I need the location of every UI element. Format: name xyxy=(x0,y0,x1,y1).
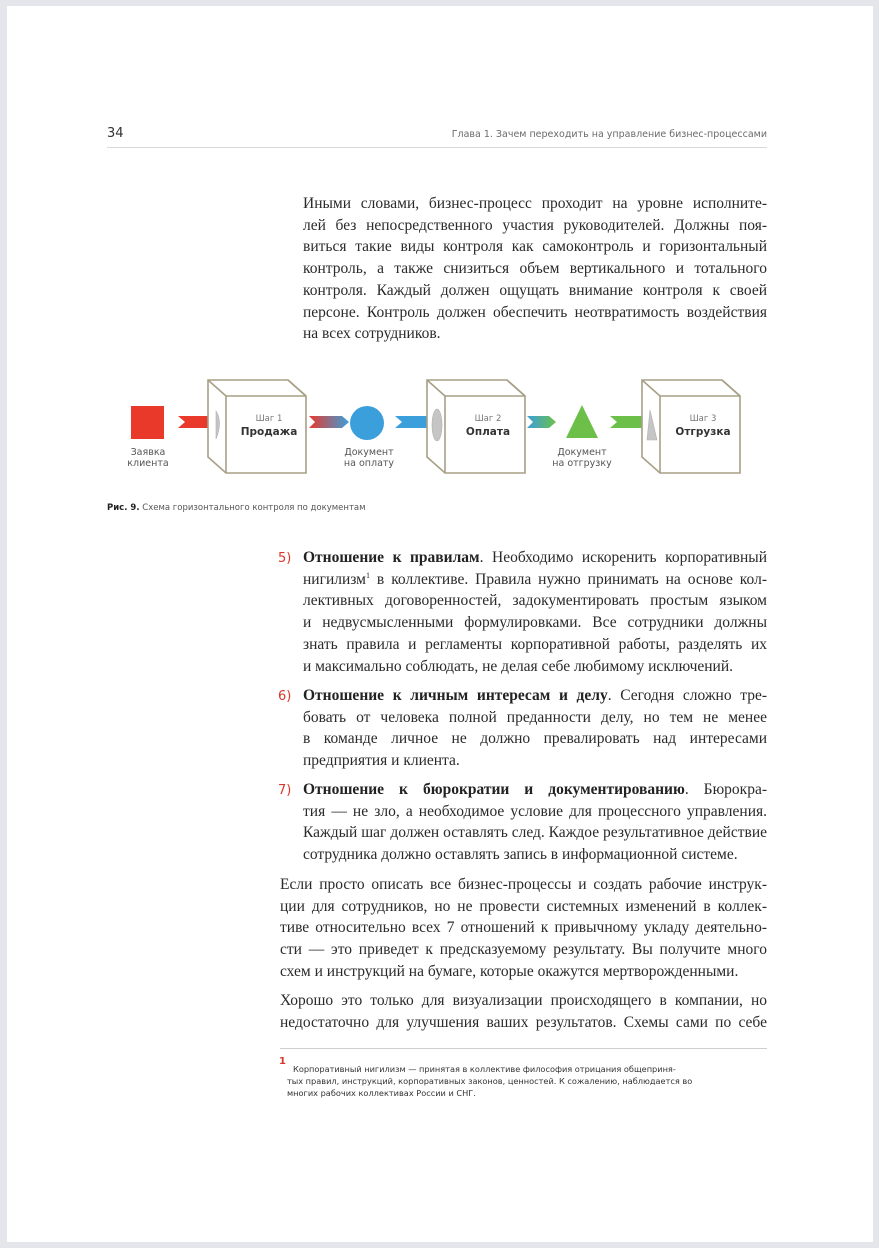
text-line: Иными словами, бизнес-процесс проходит на уровне исполните- xyxy=(303,195,767,212)
text-fragment: в коллективе. Правила нужно принимать на основе кол- xyxy=(369,570,767,588)
text-line: персоне. Контроль должен обеспечить неотвратимость воздействия xyxy=(303,303,767,321)
text-fragment: . Необходимо искоренить корпоративный xyxy=(479,549,767,566)
text-line: бовать от человека полной преданности делу, но тем не менее xyxy=(303,708,767,726)
text-fragment: . Сегодня сложно тре- xyxy=(607,687,767,704)
text-line: ции для сотрудников, но не провести системных изменений в коллек- xyxy=(280,897,767,915)
document-1-line2: на оплату xyxy=(343,458,395,469)
text-line: Каждый шаг должен оставлять след. Каждое результативное действие xyxy=(303,824,767,842)
list-item-7 xyxy=(303,779,767,866)
process-diagram xyxy=(7,364,873,494)
text-line: лей без непосредственного участия руководителей. Должны поя- xyxy=(303,216,767,234)
text-line: виться такие виды контроля как самоконтроль и горизонтальный xyxy=(303,238,767,256)
text-line: знать правила и регламенты корпоративной работы, разделять их xyxy=(303,635,767,653)
document-1-line1: Документ xyxy=(344,447,394,458)
list-item-5 xyxy=(303,547,767,677)
figure-caption xyxy=(107,503,366,513)
footnote-text xyxy=(287,1063,769,1099)
footnote-ref: 1 xyxy=(365,570,370,580)
footnote-divider xyxy=(280,1048,767,1049)
text-line xyxy=(303,569,767,591)
text-line xyxy=(303,779,767,801)
document-2-line1: Документ xyxy=(557,447,607,458)
step-2-label: Шаг 2 xyxy=(474,414,502,424)
text-line xyxy=(303,547,767,569)
text-line: в команде личное не должно превалировать над интересами xyxy=(303,730,767,748)
start-label-line1: Заявка xyxy=(130,447,166,458)
text-fragment: нигилизм xyxy=(303,570,366,588)
list-item-title: Отношение к личным интересам и делу xyxy=(303,687,608,704)
cube-2-slot-icon xyxy=(432,409,442,441)
text-line: тия — не зло, а необходимое условие для процессного управления. xyxy=(303,802,767,820)
text-line: многих рабочих коллективах России и СНГ. xyxy=(287,1088,476,1098)
step-1-label: Шаг 1 xyxy=(255,414,283,424)
step-3-label: Шаг 3 xyxy=(689,414,717,424)
list-number-6: 6) xyxy=(278,689,292,704)
shipping-document-triangle-icon xyxy=(566,405,598,438)
list-number-7: 7) xyxy=(278,783,292,798)
text-fragment: . Бюрокра- xyxy=(684,781,767,798)
list-item-title: Отношение к бюрократии и документированию xyxy=(303,781,685,798)
footnote-mark: 1 xyxy=(279,1056,286,1067)
text-line: схем и инструкций на бумаге, которые окажутся мертворожденными. xyxy=(280,962,739,980)
body-paragraph-3 xyxy=(280,990,767,1033)
text-line: тых правил, инструкций, корпоративных законов, ценностей. К сожалению, наблюдается во xyxy=(287,1076,693,1086)
intro-paragraph xyxy=(303,193,767,345)
page-number: 34 xyxy=(107,126,124,141)
list-item-6 xyxy=(303,685,767,772)
text-line: сти — это приведет к предсказуемому результату. Вы получите много xyxy=(280,941,767,959)
text-line: на всех сотрудников. xyxy=(303,325,441,343)
header-divider xyxy=(107,147,767,148)
text-line: Корпоративный нигилизм — принятая в коллективе философия отрицания общеприня- xyxy=(293,1064,676,1074)
step-3-name: Отгрузка xyxy=(675,426,731,438)
text-line: недостаточно для улучшения ваших результатов. Схемы сами по себе xyxy=(280,1013,767,1031)
text-line: и максимально соблюдать, не делая себе любимому исключений. xyxy=(303,657,734,675)
text-line: тиве относительно всех 7 отношений к привычному укладу деятельно- xyxy=(280,919,767,937)
start-label-line2: клиента xyxy=(127,458,169,469)
figure-label: Рис. 9. xyxy=(107,503,140,513)
body-paragraph-2 xyxy=(280,874,767,983)
text-line: и недвусмысленными формулировками. Все сотрудники должны xyxy=(303,614,767,632)
arrow-gradient-2-icon xyxy=(527,416,556,428)
text-line: предприятия и клиента. xyxy=(303,752,460,770)
list-item-title: Отношение к правилам xyxy=(303,549,480,566)
text-line: сотрудника должно оставлять запись в информационной системе. xyxy=(303,846,738,864)
document-page xyxy=(7,6,873,1242)
text-line: лективных договоренностей, задокументировать простым языком xyxy=(303,592,767,610)
text-line: контроль, а также снизиться объем вертикального и тотального xyxy=(303,260,767,278)
text-line: контроля. Каждый должен ощущать внимание контроля к своей xyxy=(303,281,767,299)
text-line: Хорошо это только для визуализации происходящего в компании, но xyxy=(280,992,767,1009)
text-line xyxy=(303,685,767,707)
chapter-title: Глава 1. Зачем переходить на управление бизнес-процессами xyxy=(451,129,767,140)
list-number-5: 5) xyxy=(278,551,292,566)
step-2-name: Оплата xyxy=(465,426,511,438)
step-1-name: Продажа xyxy=(240,426,298,438)
text-line: Если просто описать все бизнес-процессы и создать рабочие инструк- xyxy=(280,876,767,893)
document-2-line2: на отгрузку xyxy=(552,458,612,469)
figure-caption-text: Схема горизонтального контроля по документам xyxy=(139,503,366,513)
request-square-icon xyxy=(131,406,164,439)
arrow-gradient-icon xyxy=(309,416,349,428)
payment-document-circle-icon xyxy=(350,406,384,440)
